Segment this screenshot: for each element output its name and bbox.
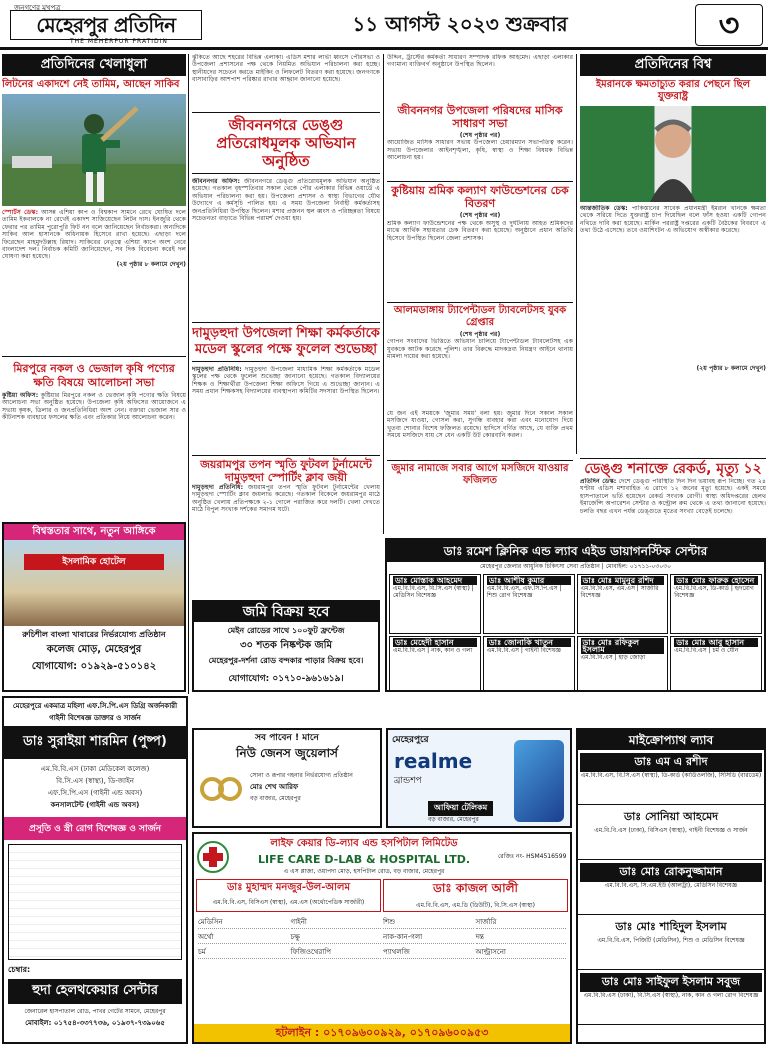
land-ad-line3: মেহেরপুর-দর্শনা রোড বন্দকার পাড়ার বিক্রয় হবে। (208, 656, 364, 665)
football-byline: দামুড়হুদা প্রতিনিধি: (192, 484, 244, 491)
jumma-body: যে জন এই সময়কে 'জুমার সময়' বলা হয়। জুমার দিনে সকাল সকাল মসজিদে যাওয়া, গোসল করা, সুগন্ধি ব্যবহার করা এবং মনোযোগ দিয়ে খুতবা শোনার বিশেষ ফজিলত রয়েছে। হাদিসে বর্ণিত আছে, যে ব্যক্তি প্রথম সময়ে মসজিদে যায় সে যেন একটি উট কোরবানি করল। (387, 410, 573, 440)
clinic-doctor-name: ডাঃ মোঃ মামুনুর রশিদ (581, 576, 665, 585)
lifecare-hotline: হটলাইন : ০১৭০৯৬০০৯২৯, ০১৭০৯৬০০৯৫৩ (194, 1024, 570, 1042)
clinic-doctor-name: ডাঃ মোস্তাক আহমেদ (393, 576, 477, 585)
hotel-ad (2, 522, 186, 692)
world-headline: ইমরানকে ক্ষমতাচ্যুত করার পেছনে ছিল যুক্তরাষ্ট্র (595, 79, 751, 102)
clinic-doctor-name: ডাঃ মেহেদী হাসান (393, 638, 477, 647)
lifecare-service-item: দন্ত (476, 931, 567, 944)
micropath-doctor-card (578, 805, 764, 860)
surayia-address: জেনারেল হাসপাতাল রোড, পাখর গেটের সামনে, মেহেরপুর (24, 1008, 166, 1015)
realme-top: মেহেরপুরে (392, 735, 429, 745)
page-number: ৩ (695, 4, 763, 46)
jewelry-icon (198, 767, 246, 807)
section-title-world: প্রতিদিনের বিশ্ব (580, 54, 766, 76)
surayia-chamber: চেম্বার: (8, 965, 31, 974)
micropath-doctor-name: ডাঃ মোঃ রোকনুজ্জামান (580, 863, 762, 882)
lifecare-service-item: চর্ম (198, 946, 289, 959)
clinic-doctor-card (670, 574, 762, 634)
jewel-address: বড় বাজার, মেহেরপুর (250, 795, 301, 802)
sports-continue: (২য় পৃষ্ঠার ৮ কলামে দেখুন) (116, 260, 186, 268)
dengue-byline: প্রতিদিন ডেস্ক: (580, 478, 617, 485)
lifecare-ad (192, 832, 572, 1044)
dengue-drive-byline: জীবননগর অফিস: (192, 178, 240, 185)
surayia-center: হুদা হেলথকেয়ার সেন্টার (8, 979, 182, 1004)
clinic-doctor-name: ডাঃ মোঃ আবু হাসান (674, 638, 758, 647)
dengue-article (580, 458, 766, 536)
lifecare-service-item: প্যাথলজি (383, 946, 474, 959)
world-photo (580, 106, 766, 202)
football-body: জয়রামপুর তপন স্মৃতি ফুটবল টুর্নামেন্টের খেলায় দামুড়হুদা স্পোর্টিং ক্লাব জয়লাভ করেছে। গতকাল বিকেলে জয়রামপুর মাঠে অনুষ্ঠিত খেলায় প্রতিপক্ষকে ২-১ গোলে পরাজিত করে দলটি। খেলা দেখতে মাঠে বিপুল সংখ্যক দর্শকের সমাগম ঘটে। (192, 484, 380, 514)
micropath-doctor-name: ডাঃ মোঃ সাইফুল ইসলাম সবুজ (580, 973, 762, 992)
world-continue: (২য় পৃষ্ঠার ৮ কলামে দেখুন) (696, 365, 766, 372)
surayia-ad (2, 696, 188, 1044)
micropath-doctor-card (578, 970, 764, 1025)
col3-intro: উদ্দিন, ট্রাস্টের কর্মকর্তা সাধারণ সম্পাদক রফিক আহমেদ। এছাড়া এলাকার গণ্যমান্য ব্যক্তিবর্গ অনুষ্ঠানে উপস্থিত ছিলেন। (387, 54, 573, 69)
clinic-doctor-name: ডাঃ মোঃ ফারুক হোসেন (674, 576, 758, 585)
surayia-mobile: মোবাইল: ০১৭৫৪-৩৩৭৭৩৬, ০১৯৩৭-৭৩৯০৬৫ (25, 1019, 165, 1027)
agri-body: কুষ্টিয়ার মিরপুরে নকল ও ভেজাল কৃষি পণ্যের ক্ষতি বিষয়ে আলোচনা সভা অনুষ্ঠিত হয়েছে। উপজেলা কৃষি অফিসের আয়োজনে এ সভায় কৃষক, ডিলার ও জনপ্রতিনিধিরা অংশ নেন। বক্তারা ভেজাল সার ও কীটনাশক ব্যবহারে ফসলের ক্ষতি এবং প্রতিকার নিয়ে আলোচনা করেন। (2, 392, 186, 422)
realme-ad (386, 728, 572, 828)
clinic-doctor-card (670, 636, 762, 692)
cheque-cont: (শেষ পৃষ্ঠার পর) (459, 212, 501, 220)
sports-body: আসন্ন এশিয়া কাপ ও বিশ্বকাপ সামনে রেখে ঘোষিত দলে তামিম ইকবালকে না রেখেই একাদশ সাজিয়েছেন লিটন দাস। ইনজুরি থেকে ফেরার পর তামিম পুরোপুরি ফিট নন বলে জানিয়েছেন নির্বাচকরা। অন্যদিকে সাকিব আল হাসানকে অধিনায়ক হিসেবে রাখা হয়েছে। এছাড়া দলে ফিরেছেন মাহমুদউল্লাহ রিয়াদ। সাকিবের নেতৃত্বে এশিয়া কাপে অংশ নেবে বাংলাদেশ দল। নির্বাচক কমিটি জানিয়েছেন, সব দিক বিবেচনা করেই দল ঘোষণা করা হয়েছে। (2, 209, 186, 261)
micropath-doctor-card (578, 915, 764, 970)
micropath-doctor-detail: এম.বি.বি.এস, বি.সি.এস (স্বাস্থ্য), ডি-কার্ড (কার্ডিওলজি), সিসিডি (বারডেম) (580, 772, 762, 779)
jewel-owner: মোঃ শেখ আরিফ (250, 783, 299, 791)
world-article (580, 54, 766, 454)
clinic-doctor-detail: এম.বি.বি.এস, এম.এস | সার্জারি বিশেষজ্ঞ (580, 585, 659, 599)
col2-intro: ঝুঁকিতে আছে শহরের বিভিন্ন এলাকা। এডিস মশার লার্ভা ধ্বংসে পৌরসভা ও উপজেলা প্রশাসনের পক্ষ থেকে নিয়মিত অভিযান পরিচালনা করা হচ্ছে। স্থানীয়দের সচেতন করতে মাইকিং ও লিফলেট বিতরণ করা হয়েছে। জনগণকে বাসাবাড়ির আশপাশ পরিষ্কার রাখার আহ্বান জানানো হয়েছে। (192, 54, 380, 84)
lifecare-service-item: গাইনী (291, 916, 382, 929)
issue-date: ১১ আগস্ট ২০২৩ শুক্রবার (352, 12, 568, 36)
dengue-body: দেশে ডেঙ্গু পরিস্থিতি দিন দিন ভয়াবহ রূপ নিচ্ছে। গত ২৪ ঘণ্টায় এডিস মশাবাহিত এ রোগে ১২ জনের মৃত্যু হয়েছে। একই সময়ে হাসপাতালে ভর্তি হয়েছেন রেকর্ড সংখ্যক রোগী। স্বাস্থ্য অধিদপ্তরের হেলথ ইমার্জেন্সি অপারেশন সেন্টার ও কন্ট্রোল রুম থেকে এ তথ্য জানানো হয়েছে। চলতি বছর এখন পর্যন্ত ডেঙ্গুতে মৃতের সংখ্যা বেড়েই চলেছে। (580, 478, 766, 515)
clinic-doctor-detail: এম.বি.বি.এস, ডি-কার্ড | হৃদরোগ বিশেষজ্ঞ (674, 585, 754, 599)
micropath-doctor-card (578, 750, 764, 805)
micropath-ad (576, 728, 766, 1044)
lifecare-service-item: চক্ষু (291, 931, 382, 944)
realme-address: বড় বাজার, মেহেরপুর (428, 816, 479, 823)
surayia-top: মেহেরপুরে একমাত্র মহিলা এফ.সি.পি.এস ডিগ্রি অর্জনকারী গাইনী বিশেষজ্ঞ ডাক্তার ও সার্জন (12, 702, 178, 722)
clinic-ad (385, 538, 766, 692)
micropath-doctor-detail: এম.বি.বি.এস, সি.এম.ইউ (আলট্রা), মেডিসিন বিশেষজ্ঞ (604, 882, 738, 889)
land-ad-title: জমি বিক্রয় হবে (194, 602, 378, 622)
lifecare-doc1-deg: এম.বি.বি.এস, বিসিএস (স্বাস্থ্য), এম.এস (অর্থোপেডিক সার্জারী) (212, 899, 365, 906)
section-title-sports: প্রতিদিনের খেলাধুলা (2, 54, 186, 76)
arrest-headline: আলমডাঙ্গায় ট্যাপেন্টাডল ট্যাবলেটসহ যুবক গ্রেপ্তার (387, 302, 573, 329)
dengue-headline: ডেঙ্গু শনাক্তে রেকর্ড, মৃত্যু ১২ (580, 458, 766, 478)
surayia-name: ডাঃ সুরাইয়া শারমিন (পুষ্প) (4, 726, 186, 759)
hotel-sign: ইসলামিক হোটেল (24, 554, 164, 570)
lifecare-service-item: আল্ট্রাসনো (476, 946, 567, 959)
sports-byline: স্পোর্টস ডেস্ক: (2, 209, 39, 216)
cheque-headline: কুষ্টিয়ায় শ্রমিক কল্যাণ ফাউন্ডেশনের চেক বিতরণ (387, 181, 573, 210)
meeting-cont: (শেষ পৃষ্ঠার পর) (459, 132, 501, 139)
clinic-doctor-grid (387, 572, 764, 692)
jewel-line: সোনা ও রূপার গহনার নির্ভরযোগ্য প্রতিষ্ঠান (250, 772, 353, 779)
clinic-doctor-detail: এম.বি.বি.এস | হাড় জোড়া (580, 654, 646, 661)
micropath-doctor-detail: এম.বি.বি.এস, পিজিটি (মেডিসিন), শিশু ও মেডিসিন বিশেষজ্ঞ (597, 937, 745, 944)
sports-photo (2, 94, 186, 206)
hotel-ad-text1: রুচিশীল বাংলা খাবারের নির্ভরযোগ্য প্রতিষ্ঠান (22, 630, 166, 639)
agri-byline: কুষ্টিয়া অফিস: (2, 392, 39, 399)
micropath-title: মাইক্রোপ্যাথ ল্যাব (578, 730, 764, 750)
clinic-doctor-name: ডাঃ মোঃ রফিকুল ইসলাম (581, 638, 665, 654)
realme-shop: আফিয়া টেলিকম (428, 801, 493, 816)
realme-sub: ব্রান্ডশপ (394, 776, 422, 786)
meeting-body: আয়োজিত মাসিক সাধারণ সভায় উপজেলা চেয়ারম্যান সভাপতিত্ব করেন। সভায় উপজেলার আইনশৃঙ্খলা, কৃষি, স্বাস্থ্য ও শিক্ষা বিষয়ক বিভিন্ন আলোচনা হয়। (387, 139, 573, 162)
surayia-deg3: এফ.সি.পি.এস (গাইনী এন্ড অবস) (47, 789, 143, 797)
land-ad (192, 600, 380, 692)
surayia-deg1: এম.বি.বি.এস (ঢাকা মেডিকেল কলেজ) (40, 765, 150, 773)
land-ad-line2: ৩০ শতক নিষ্কণ্টক জমি (239, 640, 333, 651)
phone-image (514, 740, 564, 822)
agri-article (2, 360, 186, 520)
meeting-headline: জীবননগর উপজেলা পরিষদের মাসিক সাধারণ সভা (397, 104, 563, 130)
micropath-doctor-name: ডাঃ মোঃ শাহিদুল ইসলাম (615, 920, 727, 933)
clinic-doctor-detail: এম.বি.বি.এস | নাক, কান ও গলা (393, 647, 473, 654)
land-ad-contact: যোগাযোগ: ০১৭১০-৯৬১৬১৯। (228, 674, 344, 684)
lifecare-logo-icon (196, 840, 230, 874)
football-headline: জয়রামপুর তপন স্মৃতি ফুটবল টুর্নামেন্টে দামুড়হুদা স্পোর্টিং ক্লাব জয়ী (192, 455, 380, 484)
world-byline: আন্তর্জাতিক ডেস্ক: (580, 205, 628, 212)
clinic-doctor-name: ডাঃ আশীষ কুমার (487, 576, 571, 585)
clinic-doctor-card (577, 574, 669, 634)
school-byline: দামুড়হুদা প্রতিনিধি: (192, 366, 242, 373)
arrest-body: গোপন সংবাদের ভিত্তিতে অভিযান চালিয়ে ট্যাপেন্টাডল ট্যাবলেটসহ এক যুবককে আটক করেছে পুলিশ। তার বিরুদ্ধে মাদকদ্রব্য নিয়ন্ত্রণ আইনে থানায় মামলা দায়ের করা হয়েছে। (387, 338, 573, 361)
clinic-doctor-card (577, 636, 669, 692)
lifecare-services (194, 912, 570, 963)
lifecare-title: লাইফ কেয়ার ডি-ল্যাব এন্ড হসপিটাল লিমিটেড (270, 838, 458, 849)
hotel-photo (4, 540, 184, 626)
clinic-doctor-card (483, 636, 575, 692)
micropath-doctor-card (578, 860, 764, 915)
clinic-doctor-detail: এম.বি.বি.এস | গাইনী বিশেষজ্ঞ (486, 647, 561, 654)
surayia-role: কনসালটেন্ট (গাইনী এন্ড অবস) (50, 801, 140, 809)
masthead-tagline: জনগণের মুখপত্র (14, 4, 61, 12)
lifecare-service-item: শিশু (383, 916, 474, 929)
clinic-doctor-card (389, 636, 481, 692)
school-headline: দামুড়হুদা উপজেলা শিক্ষা কর্মকর্তাকে মডেল স্কুলের পক্ষে ফুলেল শুভেচ্ছা (192, 322, 380, 362)
lifecare-service-item: সার্জারি (476, 916, 567, 929)
cheque-body: শ্রমিক কল্যাণ ফাউন্ডেশনের পক্ষ থেকে অসুস্থ ও দুর্ঘটনায় আহত শ্রমিকদের মাঝে আর্থিক সহায়তার চেক বিতরণ করা হয়েছে। অনুষ্ঠানে প্রধান অতিথি হিসেবে উপস্থিত ছিলেন জেলা প্রশাসক। (387, 219, 573, 242)
football-article (192, 455, 380, 530)
cricketer-illustration (2, 94, 186, 206)
realme-brand: realme (394, 749, 473, 773)
jewel-name: নিউ জেনস জুয়েলার্স (236, 746, 338, 760)
clinic-doctor-name: ডাঃ জোনাকি খাতুন (487, 638, 571, 647)
hotel-ad-title: বিশ্বস্ততার সাথে, নতুন আঙ্গিকে (4, 524, 184, 540)
jewel-ad (192, 728, 382, 828)
lifecare-service-item: অর্থো (198, 931, 289, 944)
micropath-doctor-list (578, 750, 764, 1025)
lifecare-address: এ এস প্লাজা, ওয়াপদা মোড়, হসপিটাল রোড, বড় বাজার, মেহেরপুর (283, 868, 445, 875)
lifecare-doc2-deg: এম.বি.বি.এস, এম.ডি (ডিউটি), বি.সি.এস (স্বাস্থ্য) (416, 902, 535, 909)
clinic-doctor-card (389, 574, 481, 634)
school-body: দামুড়হুদা উপজেলা মাধ্যমিক শিক্ষা কর্মকর্তাকে মডেল স্কুলের পক্ষ থেকে ফুলেল শুভেচ্ছা জানানো হয়েছে। গতকাল বিদ্যালয়ের শিক্ষক ও শিক্ষার্থীরা উপজেলা শিক্ষা অফিসে গিয়ে এ শুভেচ্ছা জানান। এ সময় প্রধান শিক্ষকসহ বিদ্যালয়ের ব্যবস্থাপনা কমিটির সদস্যরা উপস্থিত ছিলেন। (192, 366, 380, 396)
clinic-doctor-detail: এম.বি.বি.এস | চর্ম ও যৌন (674, 647, 739, 654)
lifecare-service-item: মেডিসিন (198, 916, 289, 929)
arrest-cont: (শেষ পৃষ্ঠার পর) (459, 330, 501, 338)
lifecare-doc1-name: ডাঃ মুহাম্মদ মনজুর-উল-আলম (226, 882, 351, 893)
world-body: পাকিস্তানের সাবেক প্রধানমন্ত্রী ইমরান খানকে ক্ষমতা থেকে সরিয়ে দিতে যুক্তরাষ্ট্র চাপ দিয়েছিল বলে ফাঁস হওয়া একটি গোপন নথিতে দাবি করা হয়েছে। মার্কিন পররাষ্ট্র দপ্তরের একটি বৈঠকের বিবরণে এ তথ্য উঠে এসেছে। তবে ওয়াশিংটন এ অভিযোগ অস্বীকার করেছে। (580, 205, 766, 235)
hotel-ad-contact: যোগাযোগ: ০১৯২৯-৫১০১৪২ (31, 661, 157, 672)
hotel-ad-text2: কলেজ মোড়, মেহেরপুর (46, 644, 142, 655)
newspaper-logo-en: THE MEHERPUR PRATIDIN (70, 38, 168, 45)
lifecare-service-item: ফিজিওথেরাপি (291, 946, 382, 959)
dengue-drive-headline: জীবননগরে ডেঙ্গু প্রতিরোধমূলক অভিযান অনুষ্ঠিত (192, 112, 380, 174)
masthead (0, 0, 768, 50)
clinic-ad-title: ডাঃ রমেশ ক্লিনিক এন্ড ল্যাব এইড ডায়াগনস্টিক সেন্টার (387, 540, 764, 562)
lifecare-service-item: নাক-কান-গলা (383, 931, 474, 944)
clinic-doctor-card (483, 574, 575, 634)
dengue-drive-body: জীবননগরে ডেঙ্গু প্রতিরোধমূলক অভিযান অনুষ্ঠিত হয়েছে। গতকাল বৃহস্পতিবার সকাল থেকে পৌর এলাকার বিভিন্ন ওয়ার্ডে এ অভিযান পরিচালনা করা হয়। উপজেলা প্রশাসন ও স্বাস্থ্য বিভাগের যৌথ উদ্যোগে এ কর্মসূচি পালিত হয়। এ সময় উপজেলা নির্বাহী কর্মকর্তাসহ জনপ্রতিনিধিরা উপস্থিত ছিলেন। মশার প্রজনন স্থল ধ্বংস ও পরিচ্ছন্নতা বিষয়ে সচেতনতা বাড়াতে বিভিন্ন পরামর্শ দেওয়া হয়। (192, 178, 380, 223)
surayia-services (8, 844, 182, 960)
micropath-doctor-name: ডাঃ সোনিয়া আহমেদ (623, 810, 719, 823)
lifecare-title-en: LIFE CARE D-LAB & HOSPITAL LTD. (257, 853, 471, 866)
micropath-doctor-detail: এম.বি.বি.এস (ঢাকা), বিসিএস (স্বাস্থ্য), গাইনী বিশেষজ্ঞ ও সার্জন (594, 827, 748, 834)
sports-article (2, 54, 186, 354)
micropath-doctor-name: ডাঃ এম এ রশীদ (580, 753, 762, 772)
clinic-doctor-detail: এম.বি.বি.এস, এফ.সি.পি.এস | শিশু রোগ বিশেষজ্ঞ (486, 585, 562, 599)
lifecare-reg: রেজিঃ নং- HSM4516599 (498, 853, 567, 860)
sports-headline: লিটনের একাদশে নেই তামিম, আছেন সাকিব (2, 79, 180, 90)
jewel-top: সব পাবেন ! মানে (255, 733, 319, 743)
surayia-deg2: বি.সি.এস (স্বাস্থ্য), ডি-জাইন (56, 777, 134, 785)
newspaper-logo: মেহেরপুর প্রতিদিন (10, 10, 202, 40)
land-ad-line1: মেইন রোডের সাথে ১০০ফুট ফ্রন্টেজ (227, 626, 345, 635)
lifecare-doc2-name: ডাঃ কাজল আলী (433, 881, 518, 895)
micropath-doctor-detail: এম.বি.বি.এস (ঢাকা), বি.সি.এস (স্বাস্থ্য), নাক, কান ও গলা রোগ বিশেষজ্ঞ (583, 992, 759, 999)
clinic-ad-subtitle: মেহেরপুর জেলার আধুনিক চিকিৎসা সেবা প্রতিষ্ঠান | মোবাইল: ০১৭১১-০৩০৩০ (480, 563, 671, 570)
jumma-article (387, 410, 573, 530)
portrait-illustration (580, 106, 766, 202)
jumma-headline: জুমার নামাজে সবার আগে মসজিদে যাওয়ার ফজিলত (387, 460, 573, 487)
surayia-band: প্রসূতি ও স্ত্রী রোগ বিশেষজ্ঞ ও সার্জন (4, 817, 186, 840)
agri-headline: মিরপুরে নকল ও ভেজাল কৃষি পণ্যের ক্ষতি বিষয়ে আলোচনা সভা (13, 362, 175, 389)
clinic-doctor-detail: এম.বি.বি.এস, বি.সি.এস (স্বাস্থ্য) | মেডিসিন বিশেষজ্ঞ (393, 585, 474, 599)
